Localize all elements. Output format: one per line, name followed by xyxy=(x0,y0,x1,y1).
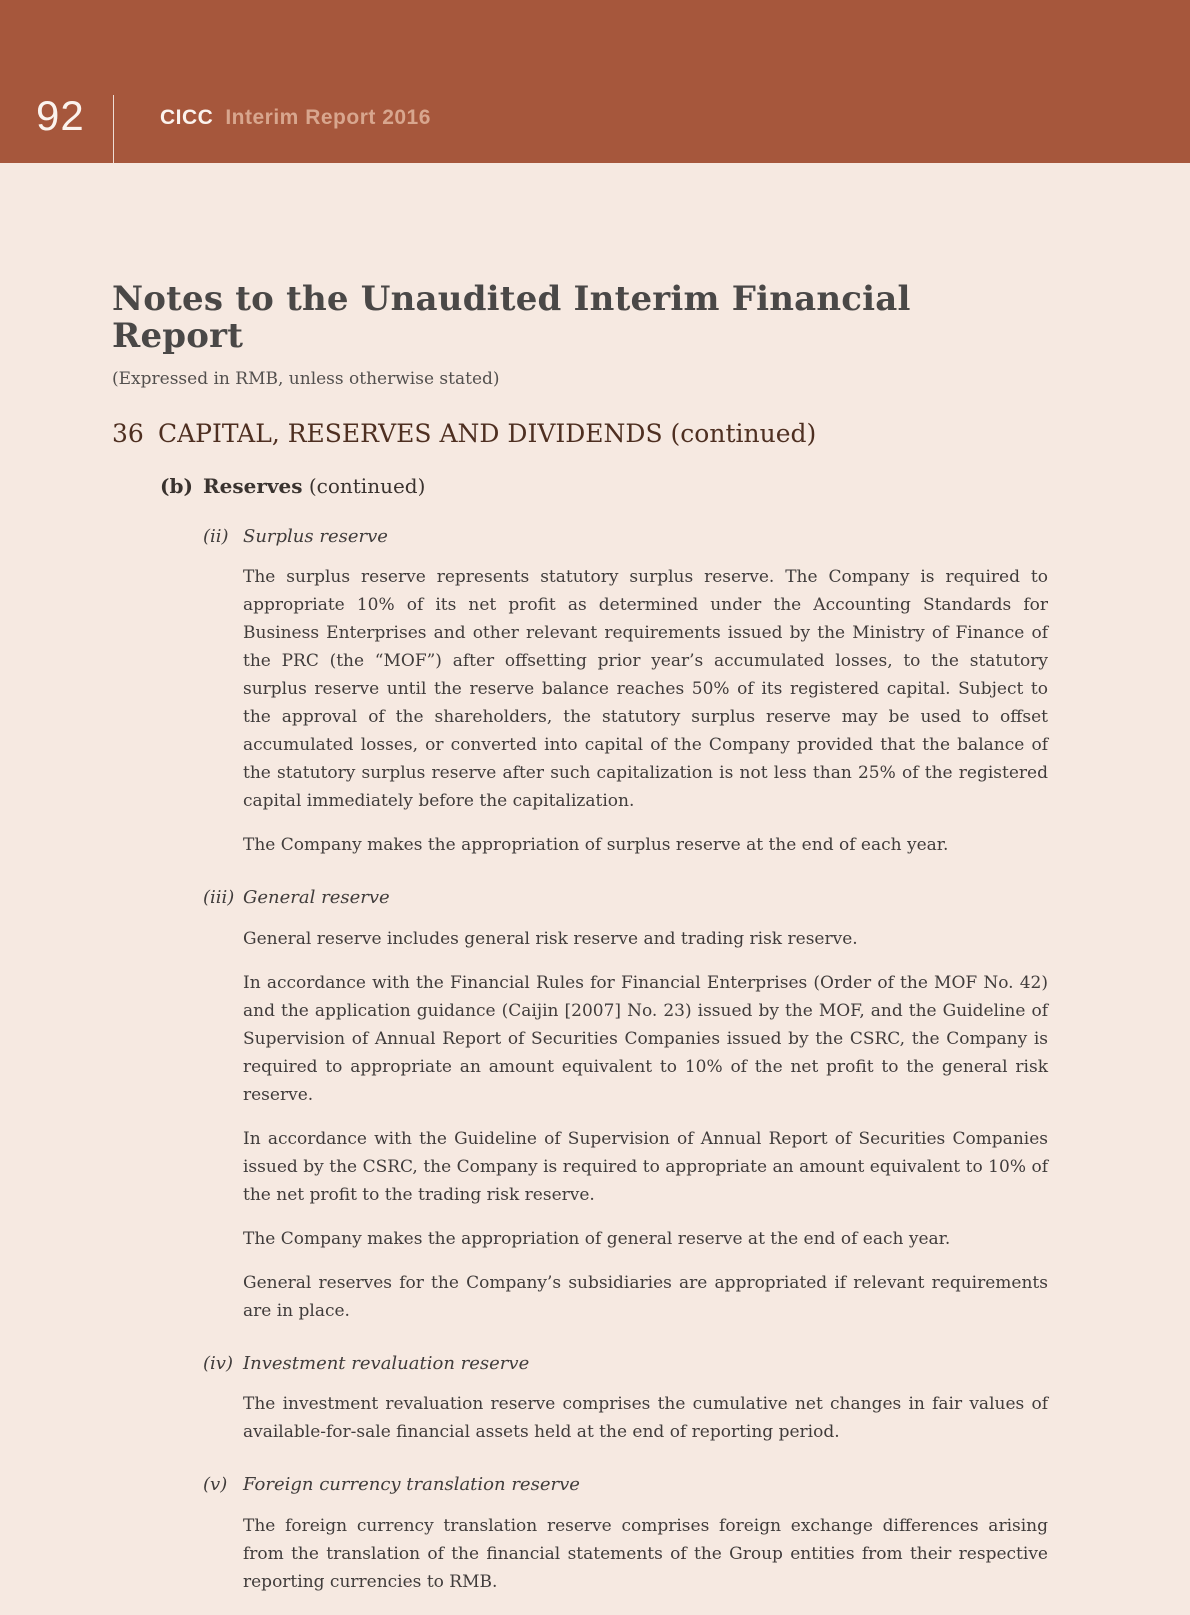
item-label: (ii) xyxy=(203,525,229,547)
report-title: Interim Report 2016 xyxy=(225,106,431,129)
item-heading: General reserve xyxy=(243,887,390,909)
reserve-item xyxy=(203,887,1048,1325)
brand-logo-text: CICC xyxy=(160,106,214,129)
item-heading-row xyxy=(203,526,1048,548)
subsection-title-bold: Reserves xyxy=(203,473,303,498)
paragraph: In accordance with the Financial Rules for Financial Enterprises (Order of the MOF No. 42) and the application guidance (Caijin [2007] No. 23) issued by the MOF, and the Guideline of Supervision of Annual Report of Securities Companies issued by the CSRC, the Company is required to appropriate an amount equivalent to 10% of the net profit to the general risk reserve. xyxy=(243,972,1048,1105)
section-number: 36 xyxy=(112,418,144,448)
item-label: (iv) xyxy=(203,1352,233,1374)
paragraph: The surplus reserve represents statutory surplus reserve. The Company is required to appropriate 10% of its net profit as determined under the Accounting Standards for Business Enterprises and other relevant requirements issued by the Ministry of Finance of the PRC (the “MOF”) after offsetting prior year’s accumulated losses, to the statutory surplus reserve until the reserve balance reaches 50% of its registered capital. Subject to the approval of the shareholders, the statutory surplus reserve may be used to offset accumulated losses, or converted into capital of the Company provided that the balance of the statutory surplus reserve after such capitalization is not less than 25% of the registered capital immediately before the capitalization. xyxy=(243,567,1048,812)
item-label: (v) xyxy=(203,1474,228,1496)
page-subtitle: (Expressed in RMB, unless otherwise stated) xyxy=(112,368,500,389)
item-heading-row xyxy=(203,1474,1048,1496)
item-heading: Foreign currency translation reserve xyxy=(243,1474,580,1496)
paragraph: General reserves for the Company’s subsidiaries are appropriated if relevant requirements are in place. xyxy=(243,1272,1048,1321)
paragraph: The Company makes the appropriation of surplus reserve at the end of each year. xyxy=(243,835,949,856)
paragraph: The Company makes the appropriation of general reserve at the end of each year. xyxy=(243,1228,951,1249)
subsection-title xyxy=(203,475,425,498)
paragraph: The investment revaluation reserve comprises the cumulative net changes in fair values of available-for-sale financial assets held at the end of reporting period. xyxy=(243,1394,1048,1443)
paragraph: General reserve includes general risk reserve and trading risk reserve. xyxy=(243,928,858,949)
document-body xyxy=(0,163,1190,1596)
header-brand-line xyxy=(160,106,431,130)
item-heading-row xyxy=(203,887,1048,909)
item-heading: Surplus reserve xyxy=(243,525,388,547)
item-paragraphs xyxy=(243,1512,1048,1596)
page-title: Notes to the Unaudited Interim Financial Report xyxy=(112,279,911,357)
item-paragraphs xyxy=(243,563,1048,859)
item-paragraphs xyxy=(243,925,1048,1325)
reserve-items-list xyxy=(112,526,1048,1596)
paragraph: The foreign currency translation reserve comprises foreign exchange differences arising from the translation of the financial statements of the Group entities from their respective reporting currencies to RMB. xyxy=(243,1515,1048,1592)
reserve-item xyxy=(203,1474,1048,1596)
reserve-item xyxy=(203,1353,1048,1447)
page-header-band xyxy=(0,0,1190,163)
reserve-item xyxy=(203,526,1048,860)
header-divider xyxy=(113,95,114,163)
paragraph: In accordance with the Guideline of Supervision of Annual Report of Securities Companies issued by the CSRC, the Company is required to appropriate an amount equivalent to 10% of the net profit to the trading risk reserve. xyxy=(243,1128,1048,1205)
item-heading: Investment revaluation reserve xyxy=(243,1352,530,1374)
subsection-label: (b) xyxy=(160,473,193,498)
item-label: (iii) xyxy=(203,887,235,909)
page-number: 92 xyxy=(36,92,85,139)
subsection-title-suffix: (continued) xyxy=(302,473,426,498)
item-heading-row xyxy=(203,1353,1048,1375)
subsection-heading-row xyxy=(160,475,1048,498)
section-heading-row xyxy=(112,420,1048,449)
item-paragraphs xyxy=(243,1390,1048,1446)
section-heading: CAPITAL, RESERVES AND DIVIDENDS (continued) xyxy=(158,418,817,448)
